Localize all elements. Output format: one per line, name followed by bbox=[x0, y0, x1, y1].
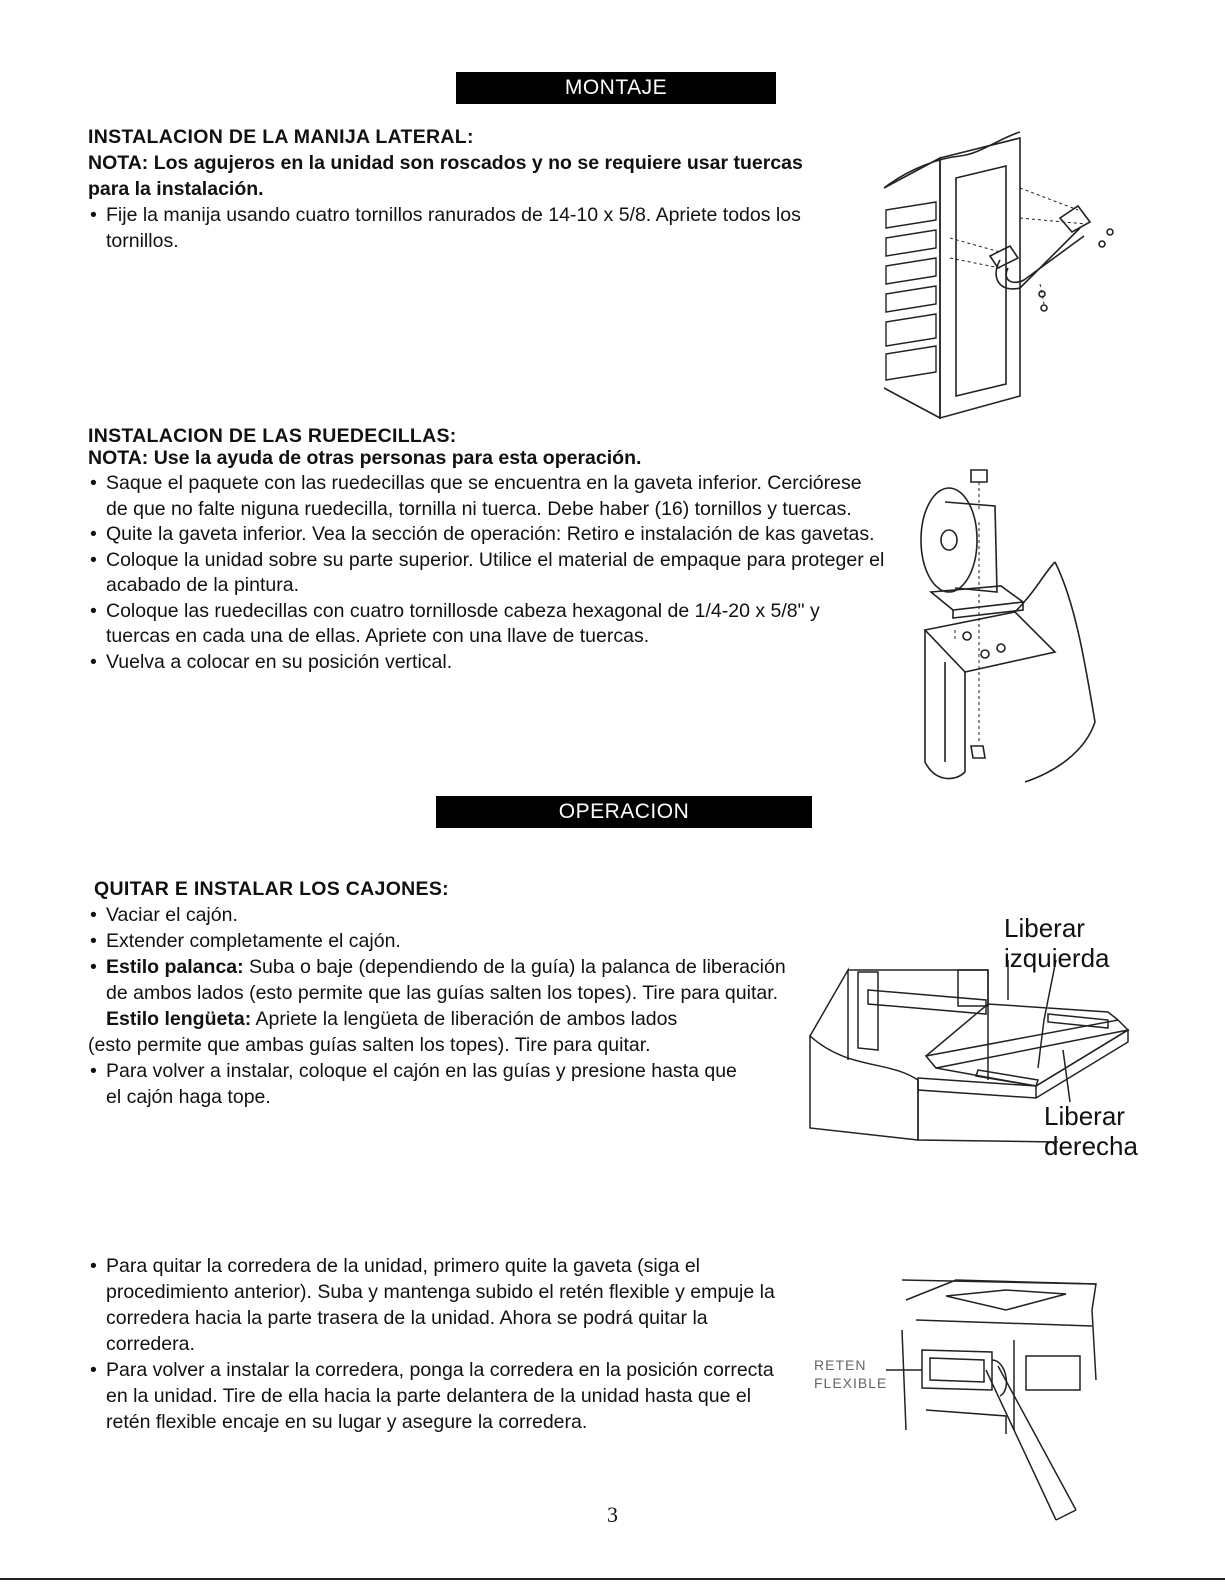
bottom-edge-line bbox=[0, 1578, 1225, 1580]
list-item bbox=[88, 954, 788, 1006]
list-item: • Vaciar el cajón. bbox=[88, 902, 788, 928]
manija-note: NOTA: Los agujeros en la unidad son roscados y no se requiere usar tuercas para la instalación. bbox=[88, 152, 803, 200]
lengueta-text: Apriete la lengüeta de liberación de ambos lados bbox=[251, 1008, 678, 1030]
operacion-banner: OPERACION bbox=[436, 796, 812, 828]
caster-figure bbox=[905, 462, 1105, 792]
label-right-line-2: derecha bbox=[1044, 1131, 1138, 1161]
manija-section bbox=[88, 124, 828, 254]
label-right-line-1: Liberar bbox=[1044, 1101, 1125, 1131]
list-item: • Extender completamente el cajón. bbox=[88, 928, 788, 954]
cajones-list bbox=[88, 902, 788, 1006]
list-item: • Para volver a instalar la corredera, ponga la corredera en la posición correcta en la unidad. Tire de ella hacia la parte delantera de la unidad hasta que el retén flexible encaje en su lugar y asegure la corredera. bbox=[88, 1357, 788, 1435]
montaje-banner: MONTAJE bbox=[456, 72, 776, 104]
corredera-list bbox=[88, 1253, 788, 1435]
lengueta-line-2: (esto permite que ambas guías salten los topes). Tire para quitar. bbox=[88, 1034, 651, 1056]
palanca-text: Suba o baje (dependiendo de la guía) la palanca de liberación de ambos lados (esto permite que las guías salten los topes). Tire para quitar. bbox=[106, 956, 786, 1004]
palanca-label: Estilo palanca: bbox=[106, 956, 244, 978]
reten-flexible-figure bbox=[806, 1270, 1106, 1530]
lengueta-line bbox=[88, 1006, 788, 1032]
ruedecillas-list bbox=[88, 471, 888, 675]
label-liberar-derecha bbox=[1044, 1101, 1138, 1161]
ruedecillas-heading: INSTALACION DE LAS RUEDECILLAS: bbox=[88, 425, 457, 447]
label-left-line-2: izquierda bbox=[1004, 943, 1110, 973]
reten-label-line-1: RETEN bbox=[814, 1357, 867, 1373]
list-item: • Saque el paquete con las ruedecillas que se encuentra en la gaveta inferior. Cerciórese de que no falte niguna ruedecilla, tornilla ni tuerca. Debe haber (16) tornillos y tuercas. bbox=[88, 471, 888, 522]
corredera-section bbox=[88, 1253, 788, 1435]
cajones-heading: QUITAR E INSTALAR LOS CAJONES: bbox=[94, 878, 449, 900]
side-handle-figure bbox=[880, 128, 1130, 428]
list-item: • Coloque la unidad sobre su parte superior. Utilice el material de empaque para proteger el acabado de la pintura. bbox=[88, 548, 888, 599]
manija-heading: INSTALACION DE LA MANIJA LATERAL: bbox=[88, 126, 474, 148]
cajones-section bbox=[88, 876, 788, 1110]
lengueta-label: Estilo lengüeta: bbox=[106, 1008, 252, 1030]
list-item: • Quite la gaveta inferior. Vea la sección de operación: Retiro e instalación de kas gavetas. bbox=[88, 522, 888, 548]
cajones-list-2 bbox=[88, 1058, 788, 1110]
manija-list bbox=[88, 202, 828, 254]
list-item: • Coloque las ruedecillas con cuatro tornillosde cabeza hexagonal de 1/4-20 x 5/8" y tuercas en cada una de ellas. Apriete con una llave de tuercas. bbox=[88, 599, 888, 650]
page-number: 3 bbox=[607, 1502, 618, 1527]
list-item: • Para quitar la corredera de la unidad, primero quite la gaveta (siga el procedimiento anterior). Suba y mantenga subido el retén flexible y empuje la corredera hacia la parte trasera de la unidad. Ahora se podrá quitar la corredera. bbox=[88, 1253, 788, 1357]
reten-label-line-2: FLEXIBLE bbox=[814, 1375, 888, 1391]
list-item: • Para volver a instalar, coloque el cajón en las guías y presione hasta que el cajón haga tope. bbox=[88, 1058, 746, 1110]
list-item: • Fije la manija usando cuatro tornillos ranurados de 14-10 x 5/8. Apriete todos los tornillos. bbox=[88, 202, 828, 254]
label-reten-flexible bbox=[814, 1356, 887, 1392]
ruedecillas-section bbox=[88, 424, 888, 675]
ruedecillas-note: NOTA: Use la ayuda de otras personas para esta operación. bbox=[88, 446, 642, 469]
label-liberar-izquierda bbox=[1004, 913, 1110, 973]
list-item: • Vuelva a colocar en su posición vertical. bbox=[88, 650, 888, 676]
label-left-line-1: Liberar bbox=[1004, 913, 1085, 943]
